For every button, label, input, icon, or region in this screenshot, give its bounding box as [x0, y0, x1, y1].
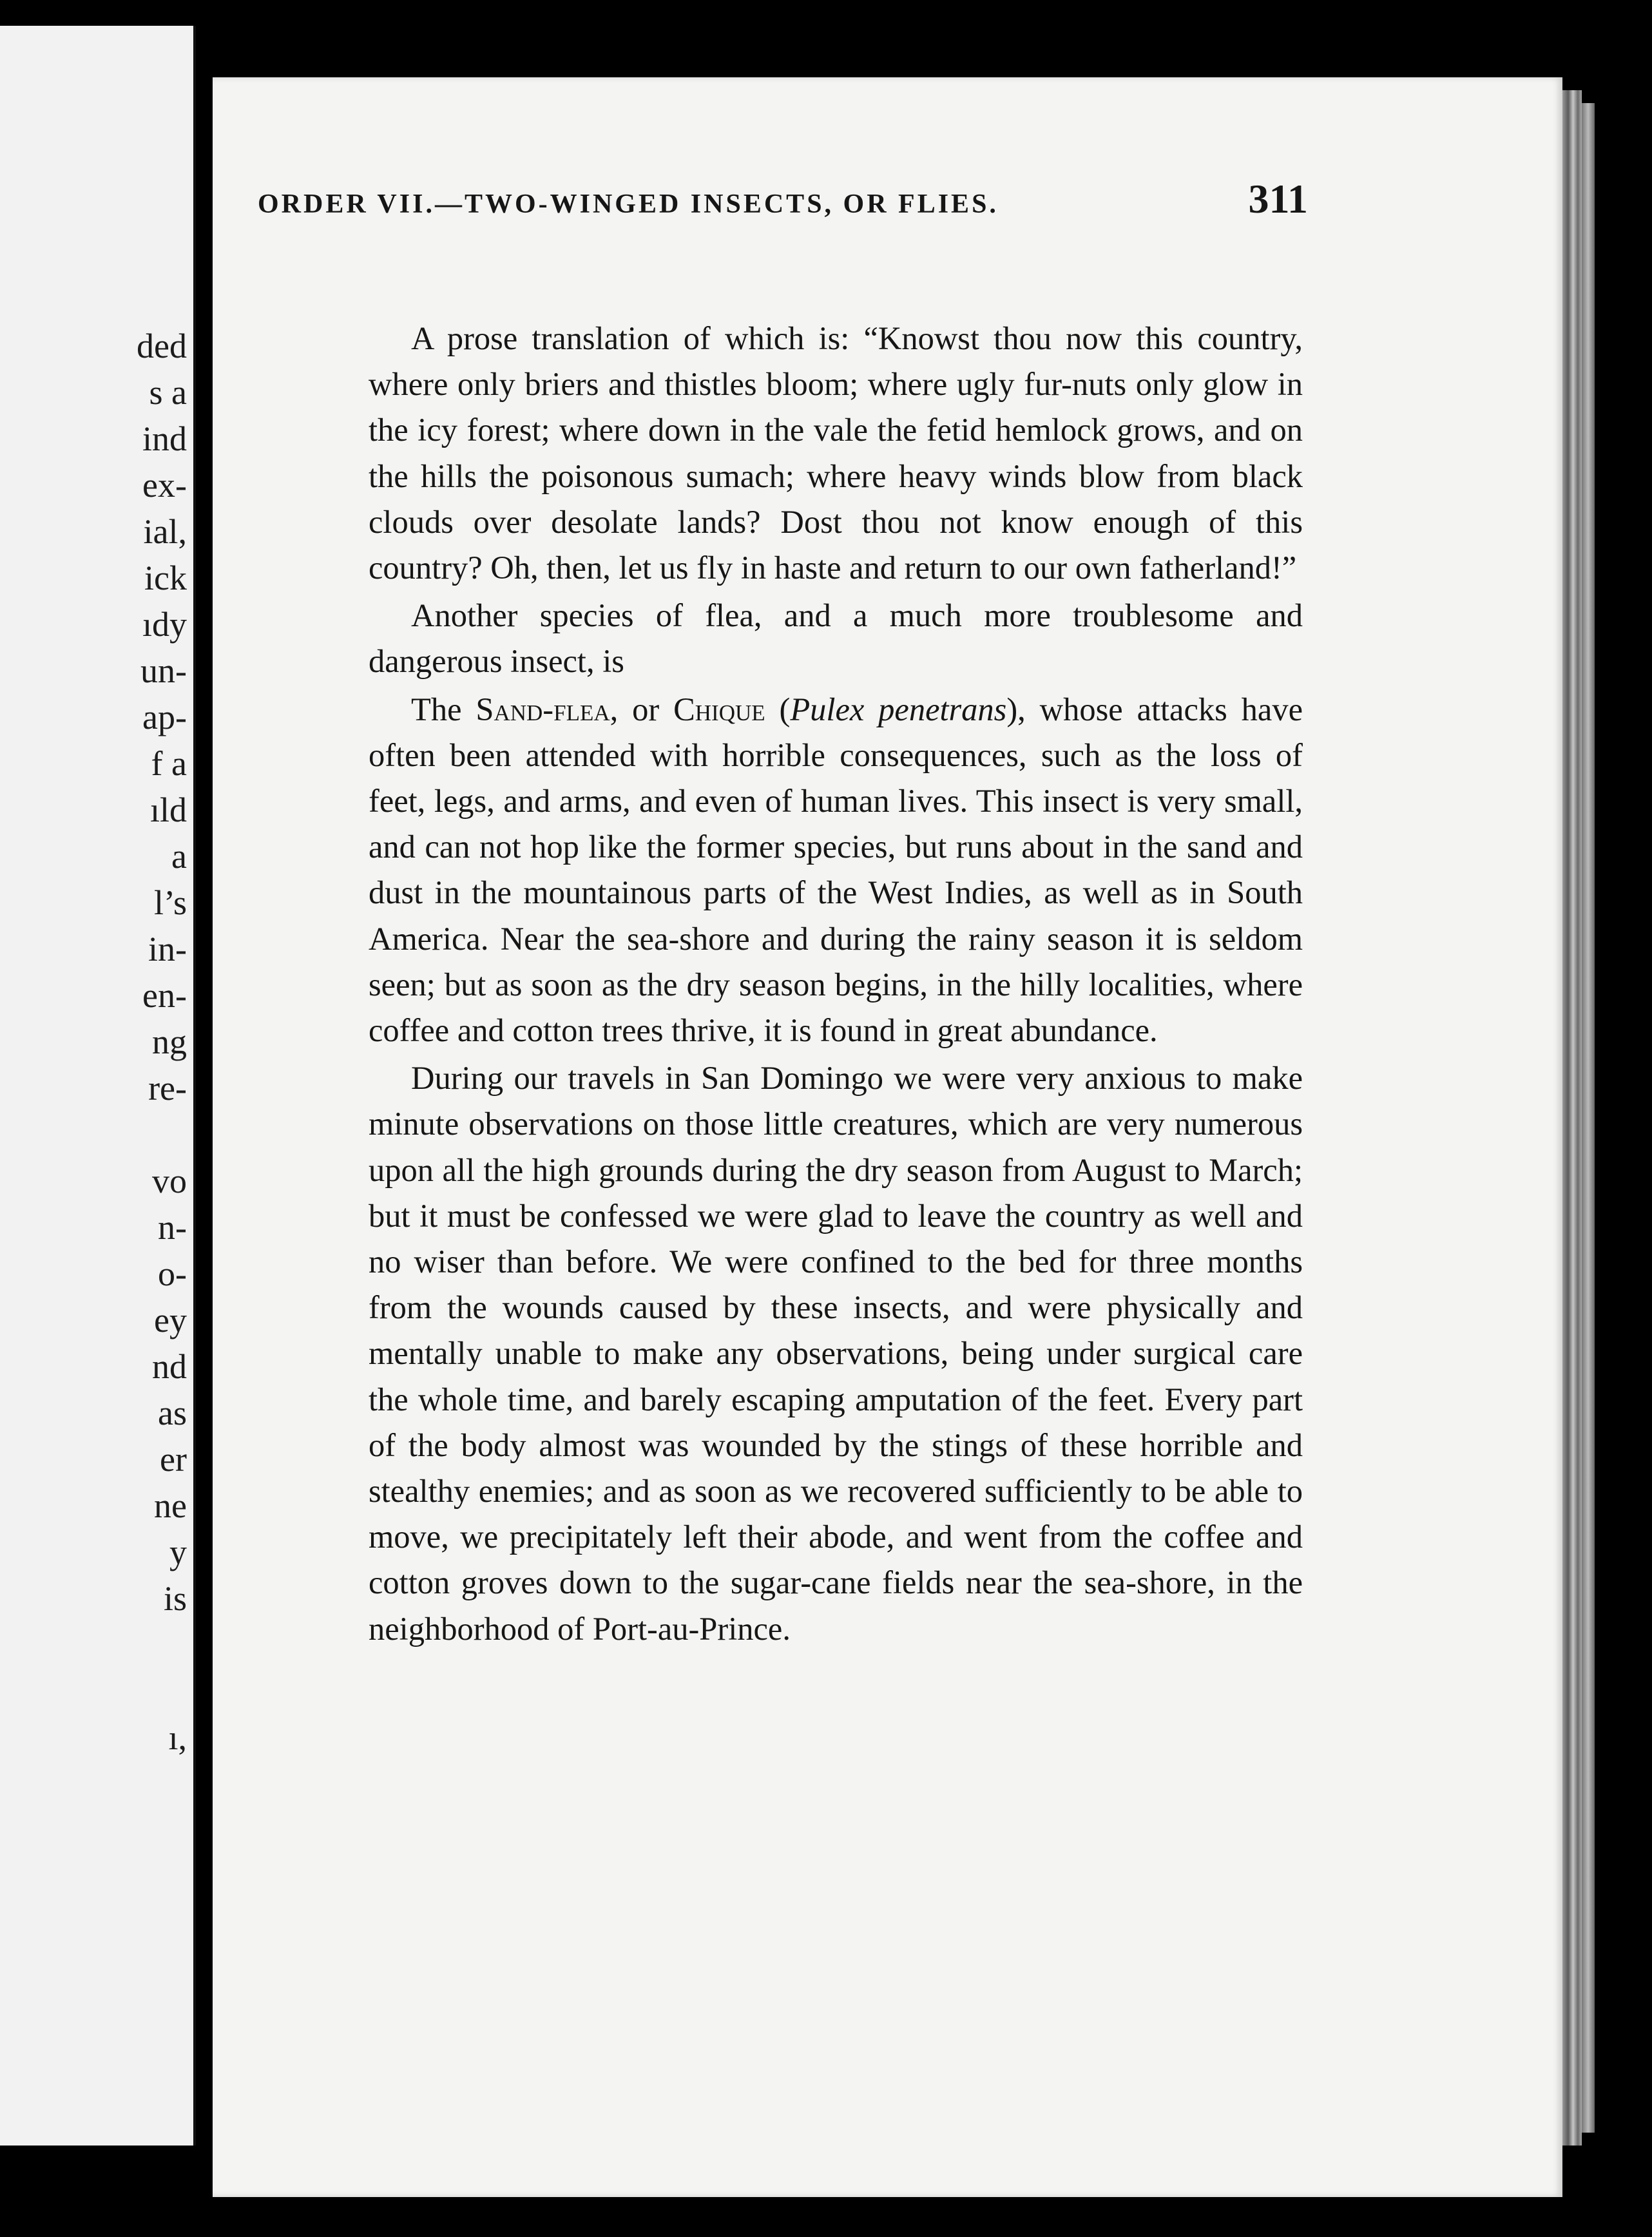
- page-body: [369, 316, 1303, 1652]
- left-page-fragment: o-: [158, 1254, 187, 1293]
- paragraph: A prose translation of which is: “Knowst thou now this country, where only briers and thistles bloom; where ugly fur-nuts only glow in the icy forest; where down in the vale the fetid hemlock grows, and on the hills the poisonous sumach; where heavy winds blow from black clouds over desolate lands? Dost thou not know enough of this country? Oh, then, let us fly in haste and return to our own fatherland!”: [369, 320, 1303, 586]
- left-page-fragment: ıdy: [142, 605, 187, 644]
- page-edges: [1562, 90, 1582, 2146]
- left-page-fragment: er: [160, 1440, 187, 1479]
- species-name: Sand-flea: [475, 691, 610, 727]
- running-title: ORDER VII.—TWO-WINGED INSECTS, OR FLIES.: [258, 189, 999, 219]
- left-page-fragment: re-: [148, 1069, 187, 1108]
- running-header: [258, 175, 1308, 227]
- left-page-fragment: ng: [152, 1022, 187, 1061]
- text-run: The: [411, 691, 476, 727]
- left-page-fragment: ap-: [142, 698, 187, 736]
- page-edges: [1582, 103, 1595, 2133]
- left-page-fragment: un-: [140, 651, 187, 690]
- left-page-fragment: ex-: [142, 466, 187, 504]
- left-page-fragment: y: [169, 1533, 187, 1571]
- left-page-fragment: ı,: [168, 1718, 187, 1757]
- left-page-fragment: in-: [148, 930, 187, 968]
- left-facing-page: [0, 26, 196, 2146]
- left-page-fragment: f a: [151, 744, 187, 783]
- text-run: , or: [610, 691, 674, 727]
- left-page-fragment: vo: [152, 1162, 187, 1200]
- left-page-fragment: n-: [158, 1208, 187, 1247]
- left-page-fragment: s a: [149, 373, 187, 412]
- paragraph: Another species of flea, and a much more troublesome and dangerous insect, is: [369, 597, 1303, 680]
- text-run: (: [765, 691, 791, 727]
- left-page-fragment: a: [171, 837, 187, 876]
- left-page-fragment: ind: [142, 419, 187, 458]
- page-number: 311: [1248, 176, 1308, 222]
- left-page-fragment: l’s: [153, 883, 187, 922]
- left-page-fragment: en-: [142, 976, 187, 1015]
- latin-name: Pulex penetrans: [790, 691, 1007, 727]
- paragraph: [369, 687, 1303, 1054]
- left-page-fragment: ick: [144, 559, 187, 597]
- left-page-fragment: ded: [137, 327, 187, 365]
- left-page-fragment: as: [158, 1394, 187, 1432]
- species-name: Chique: [673, 691, 765, 727]
- left-page-fragment: nd: [152, 1347, 187, 1386]
- left-page-fragment: ıld: [149, 791, 187, 829]
- left-page-fragment: ne: [154, 1486, 187, 1525]
- text-run: ), whose attacks have often been attended with horrible consequences, such as the loss of feet, legs, and arms, and even of human lives. This insect is very small, and can not hop like the former species, but runs about in the sand and dust in the mountainous parts of the West Indies, as well as in South America. Near the sea-shore and during the rainy season it is seldom seen; but as soon as the dry season begins, in the hilly localities, where coffee and cotton trees thrive, it is found in great abundance.: [369, 691, 1303, 1049]
- left-page-fragment: ey: [154, 1301, 187, 1339]
- paragraph: During our travels in San Domingo we were very anxious to make minute observations on those little creatures, which are very numerous upon all the high grounds during the dry season from August to March; but it must be confessed we were glad to leave the country as well and no wiser than before. We were confined to the bed for three months from the wounds caused by these insects, and were physically and mentally unable to make any observations, being under surgical care the whole time, and barely escaping amputation of the feet. Every part of the body almost was wounded by the stings of these horrible and stealthy enemies; and as soon as we recovered sufficiently to be able to move, we precipitately left their abode, and went from the coffee and cotton groves down to the sugar-cane fields near the sea-shore, in the neighborhood of Port-au-Prince.: [369, 1060, 1303, 1647]
- left-page-fragment: is: [163, 1579, 187, 1618]
- left-page-fragment: ial,: [143, 512, 187, 551]
